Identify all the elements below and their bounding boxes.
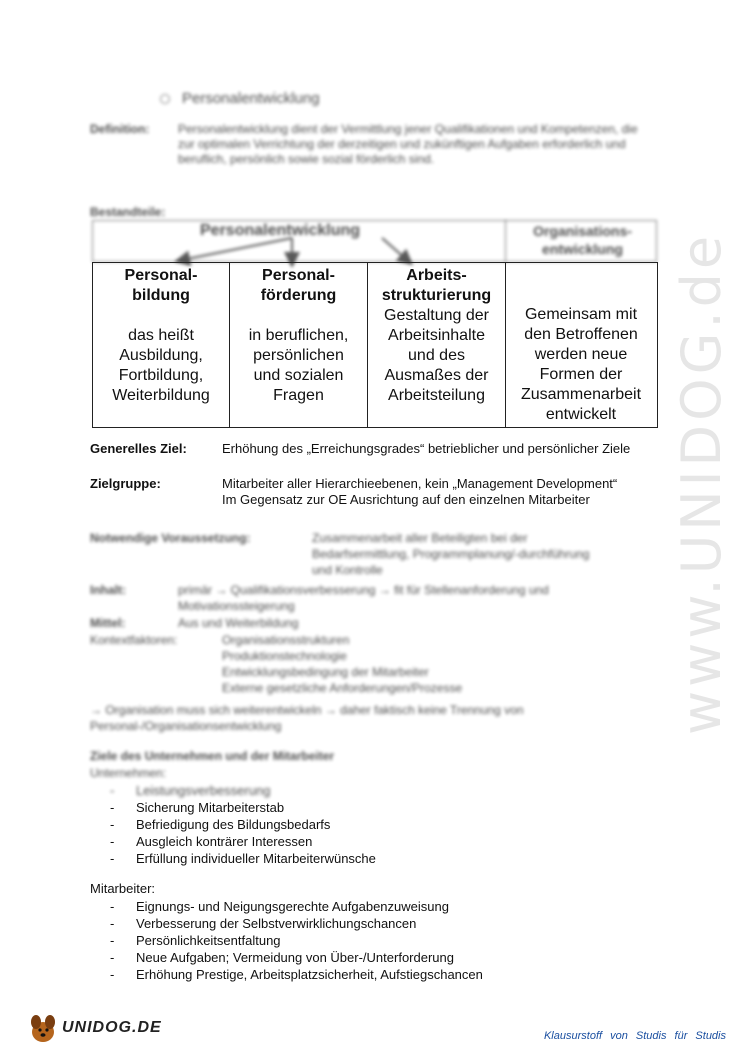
section-title bbox=[160, 90, 320, 107]
list-item: - Leistungsverbesserung bbox=[108, 782, 628, 799]
list-item: - Verbesserung der Selbstverwirklichungschancen bbox=[108, 915, 668, 932]
watermark: www.UNIDOG.de bbox=[670, 231, 733, 735]
column-personalbildung bbox=[93, 263, 230, 427]
list-item: - Persönlichkeitsentfaltung bbox=[108, 932, 668, 949]
column-body: Gestaltung der Arbeitsinhalte und des Ausmaßes der Arbeitsteilung bbox=[384, 307, 489, 404]
general-goal-label: Generelles Ziel: bbox=[90, 441, 187, 456]
column-body: das heißt Ausbildung, Fortbildung, Weiterbildung bbox=[112, 327, 210, 404]
ziele-heading: Ziele des Unternehmen und der Mitarbeiter bbox=[90, 749, 335, 763]
section-title-text: Personalentwicklung bbox=[182, 90, 320, 107]
bullet-icon bbox=[160, 94, 170, 104]
unternehmen-list bbox=[108, 782, 628, 867]
list-item: - Erhöhung Prestige, Arbeitsplatzsicherheit, Aufstiegschancen bbox=[108, 966, 668, 983]
mittel-label: Mittel: bbox=[90, 616, 126, 630]
mitarbeiter-list bbox=[108, 898, 668, 983]
column-organisationsentwicklung bbox=[506, 263, 656, 427]
logo-wordmark: UNIDOG.DE bbox=[62, 1019, 162, 1036]
kontext-item: Entwicklungsbedingung der Mitarbeiter bbox=[222, 665, 429, 679]
dog-icon bbox=[28, 1012, 58, 1044]
target-group-text: Mitarbeiter aller Hierarchieebenen, kein „Management Development“ Im Gegensatz zur OE Ausrichtung auf den einzelnen Mitarbeiter bbox=[222, 476, 618, 507]
column-arbeitsstrukturierung bbox=[368, 263, 506, 427]
mittel-text: Aus und Weiterbildung bbox=[178, 616, 299, 630]
definition-text: Personalentwicklung dient der Vermittlung jener Qualifikationen und Kompetenzen, die zur optimalen Verrichtung der derzeitigen und zukünftigen Aufgaben erforderlich und beruflich, persönlich sowie sozial förderlich sind. bbox=[178, 122, 638, 166]
kontext-list bbox=[222, 632, 462, 696]
general-goal-text: Erhöhung des „Erreichungsgrades“ betrieblicher und persönlicher Ziele bbox=[222, 441, 631, 456]
column-personalfoerderung bbox=[230, 263, 368, 427]
mitarbeiter-label: Mitarbeiter: bbox=[90, 881, 156, 896]
voraussetzung-label: Notwendige Voraussetzung: bbox=[90, 531, 251, 545]
list-item: - Eignungs- und Neigungsgerechte Aufgabenzuweisung bbox=[108, 898, 668, 915]
conclusion-text: → Organisation muss sich weiterentwickeln → daher faktisch keine Trennung von Personal-/Organisationsentwicklung bbox=[90, 703, 524, 733]
bestandteile-label: Bestandteile: bbox=[90, 205, 166, 219]
pe-heading: Personalentwicklung bbox=[200, 222, 361, 239]
voraussetzung-text: Zusammenarbeit aller Beteiligten bei der Bedarfsermittlung, Programmplanung/-durchführung und Kontrolle bbox=[312, 531, 590, 577]
column-title: Personal-bildung bbox=[124, 267, 198, 304]
column-title: Arbeits-strukturierung bbox=[381, 267, 492, 304]
definition-label: Definition: bbox=[90, 122, 150, 136]
oe-heading: Organisations-entwicklung bbox=[533, 223, 632, 257]
list-item: - Neue Aufgaben; Vermeidung von Über-/Unterforderung bbox=[108, 949, 668, 966]
list-item: - Sicherung Mitarbeiterstab bbox=[108, 799, 628, 816]
list-item: - Befriedigung des Bildungsbedarfs bbox=[108, 816, 628, 833]
target-group-label: Zielgruppe: bbox=[90, 476, 161, 491]
kontext-item: Externe gesetzliche Anforderungen/Prozesse bbox=[222, 681, 463, 695]
components-table bbox=[92, 262, 658, 428]
kontext-item: Organisationsstrukturen bbox=[222, 633, 350, 647]
kontext-label: Kontextfaktoren: bbox=[90, 633, 178, 647]
footer-tagline: Klausurstoff von Studis für Studis bbox=[543, 1030, 726, 1042]
inhalt-text: primär → Qualifikationsverbesserung → fit für Stellenanforderung und Motivationssteigerung bbox=[178, 583, 549, 613]
unidog-logo bbox=[28, 1012, 162, 1044]
column-body: in beruflichen, persönlichen und sozialen Fragen bbox=[248, 327, 349, 404]
column-body: Gemeinsam mit den Betroffenen werden neue Formen der Zusammenarbeit entwickelt bbox=[520, 306, 642, 423]
list-item: - Erfüllung individueller Mitarbeiterwünsche bbox=[108, 850, 628, 867]
unternehmen-label: Unternehmen: bbox=[90, 766, 167, 780]
inhalt-label: Inhalt: bbox=[90, 583, 126, 597]
column-title: Personal-förderung bbox=[260, 267, 337, 304]
kontext-item: Produktionstechnologie bbox=[222, 649, 347, 663]
list-item: - Ausgleich konträrer Interessen bbox=[108, 833, 628, 850]
